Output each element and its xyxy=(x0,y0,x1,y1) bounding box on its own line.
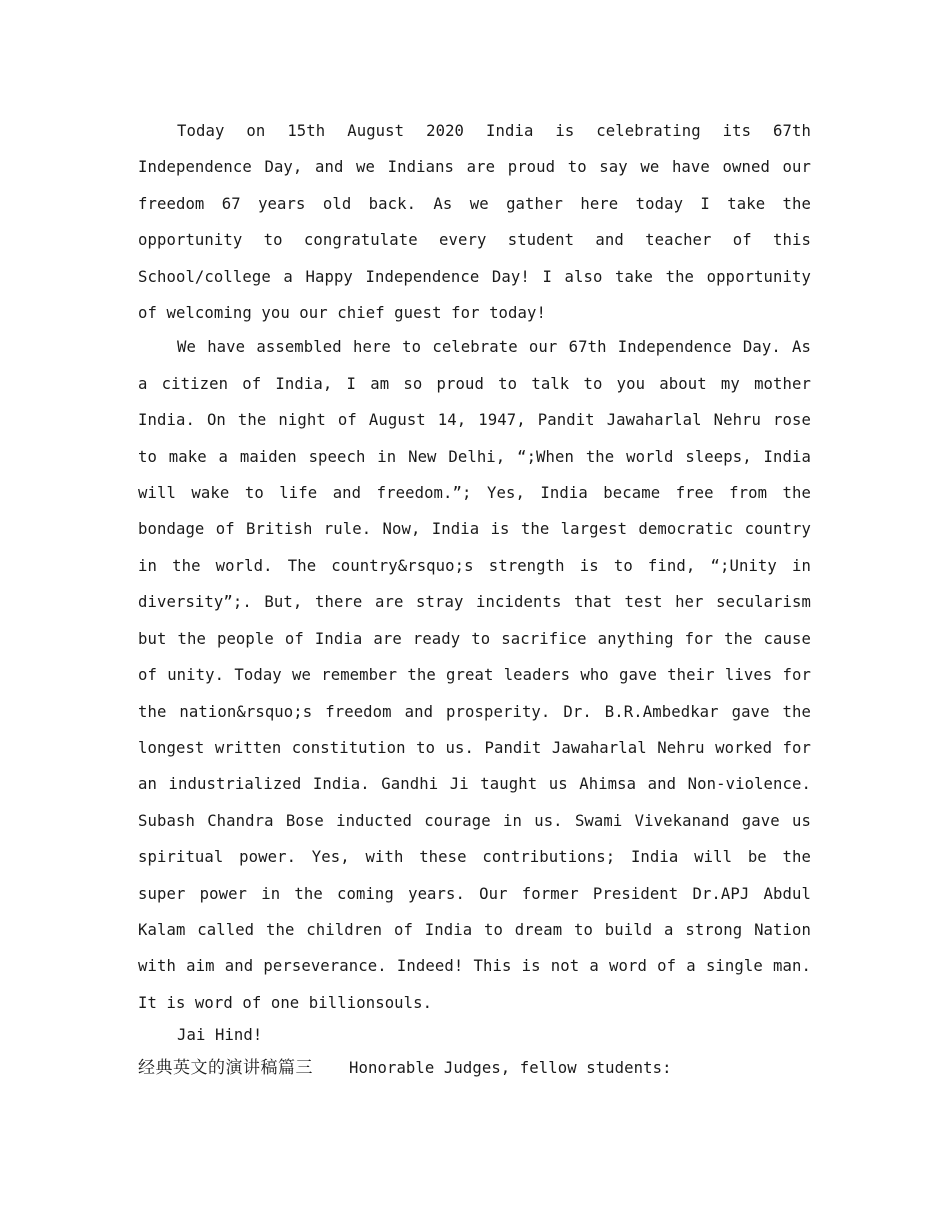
section-heading-line xyxy=(138,1052,811,1085)
paragraph-intro: Today on 15th August 2020 India is celebrating its 67th Independence Day, and we Indians are proud to say we have owned our freedom 67 years old back. As we gather here today I take the opportunity to congratulate every student and teacher of this School/college a Happy Independence Day! I also take the opportunity of welcoming you our chief guest for today! xyxy=(138,122,811,323)
paragraph-main: We have assembled here to celebrate our 67th Independence Day. As a citizen of India, I am so proud to talk to you about my mother India. On the night of August 14, 1947, Pandit Jawaharlal Nehru rose to make a maiden speech in New Delhi, “;When the world sleeps, India will wake to life and freedom.”; Yes, India became free from the bondage of British rule. Now, India is the largest democratic country in the world. The country&rsquo;s strength is to find, “;Unity in diversity”;. But, there are stray incidents that test her secularism but the people of India are ready to sacrifice anything for the cause of unity. Today we remember the great leaders who gave their lives for the nation&rsquo;s freedom and prosperity. Dr. B.R.Ambedkar gave the longest written constitution to us. Pandit Jawaharlal Nehru worked for an industrialized India. Gandhi Ji taught us Ahimsa and Non-violence. Subash Chandra Bose inducted courage in us. Swami Vivekanand gave us spiritual power. Yes, with these contributions; India will be the super power in the coming years. Our former President Dr.APJ Abdul Kalam called the children of India to dream to build a strong Nation with aim and perseverance. Indeed! This is not a word of a single man. It is word of one billionsouls. xyxy=(138,338,811,1012)
paragraph-closing: Jai Hind! xyxy=(177,1026,263,1045)
section-opening: Honorable Judges, fellow students: xyxy=(349,1059,672,1078)
section-heading: 经典英文的演讲稿篇三 xyxy=(138,1058,313,1079)
document-body xyxy=(138,113,811,1085)
